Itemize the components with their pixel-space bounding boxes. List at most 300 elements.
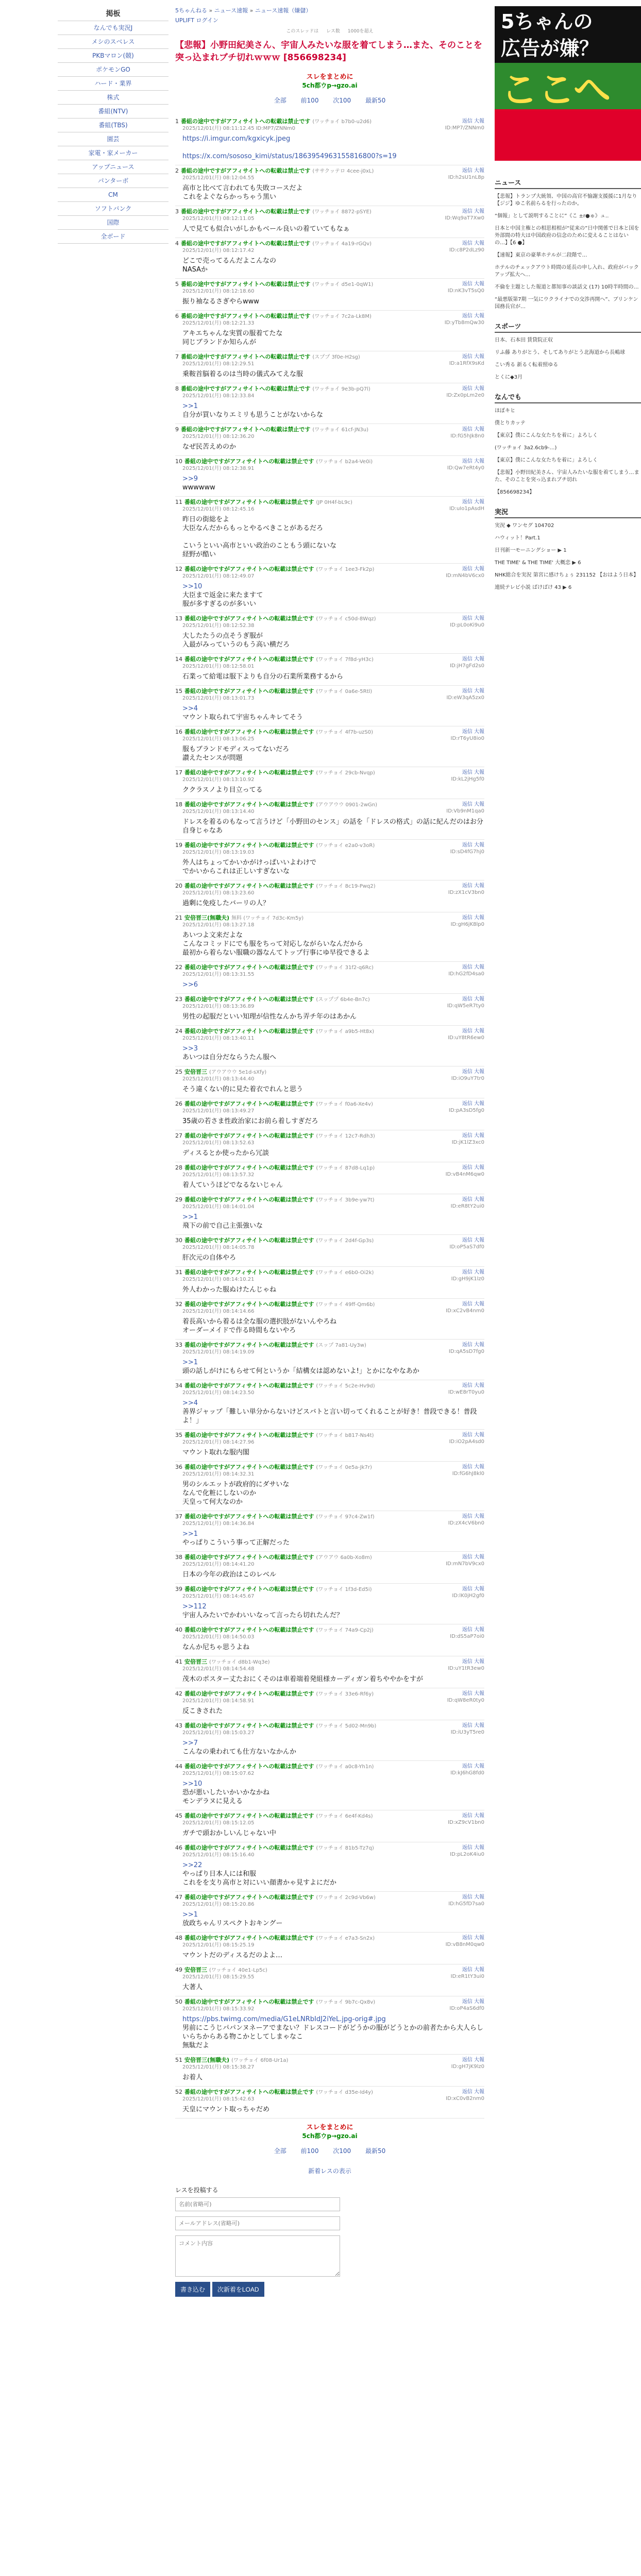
report-button[interactable]: 大報	[474, 1723, 484, 1728]
post-id[interactable]: ID:uY8tR6ew0	[448, 1035, 484, 1041]
post-number[interactable]: 19	[175, 842, 182, 849]
reply-button[interactable]: 返信	[462, 354, 473, 360]
left-nav-item[interactable]: 国際	[58, 216, 168, 230]
report-button[interactable]: 大報	[474, 566, 484, 572]
post-number[interactable]: 46	[175, 1844, 182, 1851]
post-id[interactable]: ID:yTb8mQw30	[444, 320, 484, 326]
post-number[interactable]: 45	[175, 1812, 182, 1819]
post-number[interactable]: 16	[175, 728, 182, 735]
left-nav-item[interactable]: 番組(NTV)	[58, 105, 168, 118]
post-id[interactable]: ID:hG5fD7sa0	[448, 1901, 484, 1907]
post-id[interactable]: ID:pL0oKi9u0	[450, 622, 484, 628]
sidebar-news-item[interactable]: THE TIME' & THE TIME' 大概恋 ▶ 6	[495, 560, 581, 566]
post	[175, 1098, 484, 1130]
post-number[interactable]: 27	[175, 1132, 182, 1139]
post-id[interactable]: ID:zX4cV6bn0	[448, 1520, 484, 1526]
reply-button[interactable]: 返信	[462, 118, 473, 124]
post-number[interactable]: 32	[175, 1301, 182, 1308]
reply-button[interactable]: 返信	[462, 688, 473, 694]
reply-button[interactable]: 返信	[462, 1764, 473, 1769]
report-button[interactable]: 大報	[474, 209, 484, 214]
reply-button[interactable]: 返信	[462, 1269, 473, 1275]
sidebar-news-item[interactable]: ハウィット！Part.1	[495, 535, 541, 541]
post-id[interactable]: ID:dS5aP7oi0	[450, 1634, 484, 1639]
report-button[interactable]: 大報	[474, 883, 484, 889]
breadcrumb: 5ちゃんねる » ニュース速報 » ニュース速報（嫌儲）	[175, 7, 312, 14]
sidebar-news-item[interactable]: 日刊新一モーニングショー ▶ 1	[495, 548, 567, 553]
reply-button[interactable]: 返信	[462, 1554, 473, 1560]
post-number[interactable]: 24	[175, 1028, 182, 1035]
post-anchor-link[interactable]: >>3	[182, 1045, 198, 1053]
post-number[interactable]: 38	[175, 1554, 182, 1561]
post-id[interactable]: ID:iU3yT5re0	[450, 1730, 484, 1735]
report-button[interactable]: 大報	[474, 770, 484, 775]
reply-button[interactable]: 返信	[462, 1691, 473, 1697]
reply-button[interactable]: 返信	[462, 1845, 473, 1851]
post-date: 2025/12/01(月) 08:13:44.40	[182, 1076, 255, 1082]
post-id[interactable]: ID:xC2vB4nm0	[446, 1308, 484, 1314]
reply-button[interactable]: 返信	[462, 802, 473, 807]
report-button[interactable]: 大報	[474, 2089, 484, 2095]
post-number[interactable]: 5	[175, 281, 179, 287]
sidebar-news-item[interactable]: 【856698234】	[495, 489, 535, 495]
post-number[interactable]: 25	[175, 1069, 182, 1075]
report-button[interactable]: 大報	[474, 459, 484, 464]
sidebar-news-item[interactable]: 不倫を主題とした報道と都知事の談話文 (17) 10時半時間の…	[495, 284, 639, 290]
report-button[interactable]: 大報	[474, 2057, 484, 2063]
post-id[interactable]: ID:pA3sD5fg0	[448, 1108, 484, 1113]
post-number[interactable]: 39	[175, 1586, 182, 1592]
report-button[interactable]: 大報	[474, 1238, 484, 1243]
post-id[interactable]: ID:kL2jHg5f0	[451, 776, 484, 782]
post-number[interactable]: 6	[175, 313, 179, 319]
sidebar-news-item[interactable]: 【速報】東京の豪華ホテルが二段階で…	[495, 252, 587, 258]
reply-button[interactable]: 返信	[462, 1967, 473, 1973]
sidebar-news-item[interactable]: ホテルのチェックアウト時間の延長の申し入れ、政府がバックアップ拡大へ…	[495, 265, 639, 278]
post-actions	[451, 1967, 484, 1980]
reply-button[interactable]: 返信	[462, 964, 473, 970]
reply-button[interactable]: 返信	[462, 1514, 473, 1519]
report-button[interactable]: 大報	[474, 1894, 484, 1900]
report-button[interactable]: 大報	[474, 802, 484, 807]
sidebar-news-item[interactable]: “個報」として説明することに”《こ ±r●ゅ》ュ‥	[495, 213, 609, 219]
reply-button[interactable]: 返信	[462, 729, 473, 735]
breadcrumb-link[interactable]: ニュース速報（嫌儲）	[255, 7, 312, 14]
report-button[interactable]: 大報	[474, 1999, 484, 2005]
post-id[interactable]: ID:qA5sD7fg0	[448, 1349, 484, 1354]
post-id[interactable]: ID:Zx0pLm2e0	[446, 393, 484, 398]
autoload-button[interactable]: 次新着をLOAD	[212, 2282, 264, 2297]
post-id[interactable]: ID:c8P2dLz90	[449, 247, 484, 253]
sidebar-news-item[interactable]: こい秀る 新るく転着照ゆる	[495, 362, 559, 368]
post-number[interactable]: 34	[175, 1382, 182, 1389]
report-button[interactable]: 大報	[474, 1432, 484, 1438]
reply-button[interactable]: 返信	[462, 1101, 473, 1107]
show-new-posts-link[interactable]: 新着レスの表示	[308, 2167, 351, 2175]
report-button[interactable]: 大報	[474, 1383, 484, 1388]
post-ip: 無料 (ワッチョイ 7d3c-Km5y)	[231, 916, 304, 921]
reply-button[interactable]: 返信	[462, 883, 473, 889]
left-nav-item[interactable]: ソフトバンク	[58, 202, 168, 216]
post-anchor-link[interactable]: >>1	[182, 1359, 198, 1366]
reply-button[interactable]: 返信	[462, 209, 473, 214]
post-id[interactable]: ID:wE8rT0yu0	[448, 1389, 484, 1395]
sidebar-news-item[interactable]: 【東京】僕にこんな女たちを着に」よろしく	[495, 457, 598, 463]
reply-button[interactable]: 返信	[462, 915, 473, 921]
reply-button[interactable]: 返信	[462, 1813, 473, 1819]
post-header	[175, 1554, 484, 1561]
post-id[interactable]: ID:mN4bV6cx0	[446, 573, 484, 579]
post-number[interactable]: 33	[175, 1342, 182, 1348]
comment-field[interactable]	[175, 2235, 340, 2277]
reply-button[interactable]: 返信	[462, 1238, 473, 1243]
nav-all[interactable]: 全部	[274, 97, 286, 104]
report-button[interactable]: 大報	[474, 1554, 484, 1560]
submit-button[interactable]: 書き込む	[175, 2282, 210, 2297]
reply-button[interactable]: 返信	[462, 168, 473, 174]
post-id[interactable]: ID:Qw7eRt4y0	[447, 465, 484, 471]
report-button[interactable]: 大報	[474, 1342, 484, 1348]
report-button[interactable]: 大報	[474, 1197, 484, 1202]
post-id[interactable]: ID:pL2oK4iu0	[450, 1852, 484, 1857]
post-anchor-link[interactable]: >>1	[182, 1530, 198, 1538]
post-id[interactable]: ID:uY1tR3ew0	[448, 1666, 484, 1671]
post-id[interactable]: ID:sD4fG7hj0	[450, 849, 484, 855]
post-id[interactable]: ID:a1RfX9sKd	[449, 361, 484, 366]
reply-button[interactable]: 返信	[462, 1723, 473, 1728]
reply-button[interactable]: 返信	[462, 616, 473, 621]
post-id[interactable]: ID:hG2fD4sa0	[448, 971, 484, 977]
post-number[interactable]: 21	[175, 914, 182, 921]
post-number[interactable]: 15	[175, 688, 182, 694]
report-button[interactable]: 大報	[474, 1464, 484, 1470]
nav-latest50[interactable]: 最新50	[365, 2147, 386, 2155]
report-button[interactable]: 大報	[474, 1301, 484, 1307]
report-button[interactable]: 大報	[474, 386, 484, 392]
post-number[interactable]: 14	[175, 656, 182, 663]
report-button[interactable]: 大報	[474, 1269, 484, 1275]
sidebar-news-item[interactable]: 【悲報】小野田紀美さん、宇宙人みたいな服を着てしまう…また、そのことを突っ込まれブチ切れ	[495, 470, 639, 483]
post-id[interactable]: ID:jH7gFd2s0	[449, 663, 484, 669]
post-id[interactable]: ID:mN7bV9cx0	[446, 1561, 484, 1567]
post-ip: (ワッチョイ 4a19-rGQv)	[312, 241, 372, 247]
report-button[interactable]: 大報	[474, 729, 484, 735]
post-link[interactable]: https://i.imgur.com/kgxicyk.jpeg	[182, 135, 291, 143]
sidebar-news-item[interactable]: とくに◆3月	[495, 375, 523, 380]
sidebar-news-item[interactable]: 【東京】僕にこんな女たちを着に」よろしく	[495, 433, 598, 438]
post-anchor-link[interactable]: >>10	[182, 1780, 203, 1788]
left-nav-item[interactable]: CM	[58, 188, 168, 202]
post-number[interactable]: 11	[175, 499, 182, 505]
post-id[interactable]: ID:MP7/ZNNm0	[445, 125, 484, 131]
left-nav-item[interactable]: ハード・業界	[58, 77, 168, 91]
post-number[interactable]: 3	[175, 208, 179, 215]
left-nav-item[interactable]: パンターボ	[58, 174, 168, 188]
report-button[interactable]: 大報	[474, 1101, 484, 1107]
post-number[interactable]: 29	[175, 1196, 182, 1203]
post-number[interactable]: 30	[175, 1237, 182, 1244]
post-number[interactable]: 48	[175, 1935, 182, 1941]
report-button[interactable]: 大報	[474, 915, 484, 921]
report-button[interactable]: 大報	[474, 281, 484, 287]
reply-button[interactable]: 返信	[462, 1999, 473, 2005]
post-number[interactable]: 12	[175, 566, 182, 572]
left-nav-item[interactable]: 株式	[58, 91, 168, 105]
left-nav-item[interactable]: メシのスベレス	[58, 35, 168, 49]
sidebar-news-item[interactable]: 【悲報】トランプ大統領、中国の高官不愉謝支援援に1月なり 【ジジ】ゆこ名前らるを行ったのか。	[495, 194, 637, 207]
reply-button[interactable]: 返信	[462, 1383, 473, 1388]
uplift-login-link[interactable]: UPLIFT ログイン	[175, 17, 218, 24]
reply-button[interactable]: 返信	[462, 2057, 473, 2063]
reply-button[interactable]: 返信	[462, 1464, 473, 1470]
report-button[interactable]: 大報	[474, 1627, 484, 1633]
sidebar-news-item[interactable]: “最悪版第7期 一気にウクライナでの交渉再開へ”、ブリンケン国務長官が…	[495, 297, 638, 310]
post-ip: (ワッチョイ 61cf-JN3u)	[312, 427, 369, 433]
post-number[interactable]: 2	[175, 167, 179, 174]
post-id[interactable]: ID:fG5hJk8n0	[450, 433, 484, 439]
ad-banner[interactable]	[495, 6, 641, 161]
post-id[interactable]: ID:iO2pA4sd0	[449, 1439, 484, 1445]
post-anchor-link[interactable]: >>7	[182, 1739, 198, 1747]
post-id[interactable]: ID:jK1lZ3xc0	[451, 1140, 484, 1145]
left-nav-item[interactable]: 家電・家メーカー	[58, 146, 168, 160]
mail-field[interactable]	[175, 2216, 340, 2230]
report-button[interactable]: 大報	[474, 1586, 484, 1592]
report-button[interactable]: 大報	[474, 1813, 484, 1819]
reply-button[interactable]: 返信	[462, 770, 473, 775]
reply-button[interactable]: 返信	[462, 499, 473, 505]
post-anchor-link[interactable]: >>1	[182, 402, 198, 410]
post-number[interactable]: 23	[175, 996, 182, 1003]
report-button[interactable]: 大報	[474, 427, 484, 432]
post-number[interactable]: 31	[175, 1269, 182, 1276]
report-button[interactable]: 大報	[474, 1845, 484, 1851]
nav-all[interactable]: 全部	[274, 2147, 286, 2155]
report-button[interactable]: 大報	[474, 168, 484, 174]
post-number[interactable]: 52	[175, 2089, 182, 2095]
left-nav-item[interactable]: PKBマロン(競)	[58, 49, 168, 63]
post-body	[175, 1010, 484, 1022]
report-button[interactable]: 大報	[474, 313, 484, 319]
post-number[interactable]: 42	[175, 1690, 182, 1697]
report-button[interactable]: 大報	[474, 842, 484, 848]
post-id[interactable]: ID:xC0vB2nm0	[446, 2096, 484, 2102]
post-number[interactable]: 28	[175, 1164, 182, 1171]
post-number[interactable]: 26	[175, 1100, 182, 1107]
reply-button[interactable]: 返信	[462, 1586, 473, 1592]
post-id[interactable]: ID:eR1tY3ui0	[450, 1974, 484, 1979]
post-number[interactable]: 35	[175, 1432, 182, 1438]
post-anchor-link[interactable]: >>112	[182, 1603, 207, 1611]
reply-button[interactable]: 返信	[462, 1659, 473, 1665]
post-id[interactable]: ID:zX1cV3bn0	[448, 890, 484, 895]
post-number[interactable]: 22	[175, 964, 182, 971]
reply-button[interactable]: 返信	[462, 386, 473, 392]
report-button[interactable]: 大報	[474, 616, 484, 621]
report-button[interactable]: 大報	[474, 1069, 484, 1075]
post-number[interactable]: 43	[175, 1722, 182, 1729]
reply-button[interactable]: 返信	[462, 1028, 473, 1034]
left-nav-item[interactable]: なんでも実況J	[58, 21, 168, 35]
post-id[interactable]: ID:xZ9cV1bn0	[448, 1820, 484, 1825]
reply-button[interactable]: 返信	[462, 842, 473, 848]
post-id[interactable]: ID:lK0jH2gf0	[452, 1593, 484, 1599]
report-button[interactable]: 大報	[474, 1028, 484, 1034]
post-anchor-link[interactable]: >>6	[182, 981, 198, 989]
post-id[interactable]: ID:eW3qA5zx0	[446, 695, 484, 701]
reply-button[interactable]: 返信	[462, 996, 473, 1002]
post-number[interactable]: 36	[175, 1464, 182, 1470]
reply-button[interactable]: 返信	[462, 313, 473, 319]
reply-button[interactable]: 返信	[462, 1342, 473, 1348]
post-number[interactable]: 7	[175, 353, 179, 360]
sidebar-news-item[interactable]: ほぼキヒ	[495, 408, 515, 414]
post-id[interactable]: ID:gH7jK9lz0	[451, 2064, 484, 2070]
breadcrumb-link[interactable]: ニュース速報	[214, 7, 248, 14]
post-number[interactable]: 40	[175, 1626, 182, 1633]
post-anchor-link[interactable]: >>9	[182, 475, 198, 483]
report-button[interactable]: 大報	[474, 1967, 484, 1973]
reply-button[interactable]: 返信	[462, 427, 473, 432]
reply-button[interactable]: 返信	[462, 241, 473, 246]
reply-button[interactable]: 返信	[462, 1894, 473, 1900]
post-number[interactable]: 44	[175, 1763, 182, 1770]
reply-button[interactable]: 返信	[462, 459, 473, 464]
post-id[interactable]: ID:vB4nM6qw0	[445, 1172, 484, 1177]
post-number[interactable]: 1	[175, 118, 179, 125]
post-number[interactable]: 4	[175, 240, 179, 247]
post-number[interactable]: 20	[175, 883, 182, 889]
post-number[interactable]: 8	[175, 385, 179, 392]
post-id[interactable]: ID:eR8tY2ui0	[450, 1204, 484, 1209]
report-button[interactable]: 大報	[474, 354, 484, 360]
reply-button[interactable]: 返信	[462, 656, 473, 662]
report-button[interactable]: 大報	[474, 118, 484, 124]
post-number[interactable]: 50	[175, 1998, 182, 2005]
post-link[interactable]: https://pbs.twimg.com/media/G1eLNRbIdJ2iYeL.jpg-orig#.jpg	[182, 2015, 386, 2023]
post-id[interactable]: ID:vB8nM0qw0	[445, 1942, 484, 1947]
nav-prev100[interactable]: 前100	[300, 2147, 319, 2155]
post-id[interactable]: ID:kJ6hG8fd0	[450, 1770, 484, 1776]
left-nav-item[interactable]: 園芸	[58, 132, 168, 146]
sidebar-news-item[interactable]: 僕とりカッテ	[495, 420, 526, 426]
report-button[interactable]: 大報	[474, 964, 484, 970]
post-id[interactable]: ID:gH9jK1lz0	[451, 1276, 484, 1282]
report-button[interactable]: 大報	[474, 1659, 484, 1665]
sidebar-news-item[interactable]: 実況 ◆ ワンセグ 104702	[495, 523, 554, 529]
post-anchor-link[interactable]: >>1	[182, 1911, 198, 1919]
post-id[interactable]: ID:rT6yU8io0	[450, 736, 484, 741]
post-number[interactable]: 41	[175, 1658, 182, 1665]
post-number[interactable]: 51	[175, 2057, 182, 2063]
sidebar-news-item[interactable]: 日本、石本田 賃貸院正収	[495, 337, 553, 343]
post-id[interactable]: ID:fG6hJ8kl0	[452, 1471, 484, 1477]
name-field[interactable]	[175, 2197, 340, 2211]
report-button[interactable]: 大報	[474, 499, 484, 505]
post-number[interactable]: 47	[175, 1894, 182, 1901]
post-number[interactable]: 49	[175, 1967, 182, 1973]
nav-prev100[interactable]: 前100	[300, 97, 319, 104]
reply-button[interactable]: 返信	[462, 1133, 473, 1139]
sidebar-news-item[interactable]: リふ藤 ありがとう、そしてありがとう北海道から長嶋球	[495, 350, 626, 355]
post-header	[175, 1028, 484, 1035]
post-number[interactable]: 37	[175, 1513, 182, 1520]
post-anchor-link[interactable]: >>4	[182, 1399, 198, 1407]
sidebar-news-item[interactable]: 連続テレビ小説 ばけばけ 43 ▶ 6	[495, 585, 572, 590]
reply-button[interactable]: 返信	[462, 1935, 473, 1941]
post-id[interactable]: ID:uIo1pAsdH	[449, 506, 484, 512]
left-nav-item[interactable]: 全ボード	[58, 230, 168, 244]
nav-next100[interactable]: 次100	[333, 2147, 351, 2155]
reply-button[interactable]: 返信	[462, 1301, 473, 1307]
reply-button[interactable]: 返信	[462, 1432, 473, 1438]
report-button[interactable]: 大報	[474, 688, 484, 694]
post-id[interactable]: ID:Wq9aT7Xw0	[445, 215, 484, 221]
report-button[interactable]: 大報	[474, 1935, 484, 1941]
post-id[interactable]: ID:oP5aS7df0	[449, 1244, 484, 1250]
report-button[interactable]: 大報	[474, 241, 484, 246]
post-link[interactable]: https://x.com/sososo_kimi/status/1863954963155816800?s=19	[182, 152, 397, 160]
post-id[interactable]: ID:iO9uY7tr0	[451, 1076, 484, 1081]
reply-button[interactable]: 返信	[462, 1069, 473, 1075]
post-id[interactable]: ID:nK3vT5sQ0	[447, 288, 484, 294]
post-number[interactable]: 13	[175, 615, 182, 622]
nav-next100[interactable]: 次100	[333, 97, 351, 104]
left-nav-item[interactable]: ポケモンGO	[58, 63, 168, 77]
post-anchor-link[interactable]: >>22	[182, 1861, 203, 1869]
post-id[interactable]: ID:qW8eR0ty0	[447, 1698, 484, 1703]
post-anchor-link[interactable]: >>10	[182, 583, 203, 590]
post-anchor-link[interactable]: >>1	[182, 1213, 198, 1221]
report-button[interactable]: 大報	[474, 1165, 484, 1171]
reply-button[interactable]: 返信	[462, 2089, 473, 2095]
report-button[interactable]: 大報	[474, 1133, 484, 1139]
reply-button[interactable]: 返信	[462, 1197, 473, 1202]
post-number[interactable]: 10	[175, 458, 182, 465]
post-actions	[449, 1237, 484, 1250]
post-number[interactable]: 9	[175, 426, 179, 433]
sidebar-news-item[interactable]: 日本と中国主権との相思相相が“従来の”日中関係で日本と国を外部間の特大は中国政府の信念のために変えることはないの…】【6 ●】	[495, 226, 639, 246]
post-id[interactable]: ID:Vb9nM1qa0	[446, 808, 484, 814]
left-nav-item[interactable]: 番組(TBS)	[58, 118, 168, 132]
left-nav-item[interactable]: アップニュース	[58, 160, 168, 174]
nav-latest50[interactable]: 最新50	[365, 97, 386, 104]
report-button[interactable]: 大報	[474, 1691, 484, 1697]
post-actions	[446, 688, 484, 701]
report-button[interactable]: 大報	[474, 1514, 484, 1519]
slogan-link[interactable]: 5ch都ウp→gzo.ai	[302, 2132, 358, 2140]
post-id[interactable]: ID:qW5eR7ty0	[447, 1003, 484, 1009]
sidebar-news-item[interactable]: NHK総合を実況 第宮に感けちょぅ 231152 【おはよう日本】	[495, 572, 639, 578]
post-anchor-link[interactable]: >>4	[182, 705, 198, 713]
reply-button[interactable]: 返信	[462, 1165, 473, 1171]
slogan-link[interactable]: 5ch都ウp→gzo.ai	[302, 82, 358, 89]
post-number[interactable]: 17	[175, 769, 182, 776]
reply-button[interactable]: 返信	[462, 1627, 473, 1633]
post	[175, 1761, 484, 1810]
reply-button[interactable]: 返信	[462, 566, 473, 572]
reply-button[interactable]: 返信	[462, 281, 473, 287]
post-id[interactable]: ID:h2sU1nL8p	[448, 175, 484, 180]
post-id[interactable]: ID:oP4aS6df0	[449, 2006, 484, 2011]
report-button[interactable]: 大報	[474, 656, 484, 662]
sidebar-news-item[interactable]: (ワッチョイ 3a2.6cb9-…)	[495, 445, 557, 451]
report-button[interactable]: 大報	[474, 996, 484, 1002]
breadcrumb-link[interactable]: 5ちゃんねる	[175, 7, 207, 14]
post-number[interactable]: 18	[175, 801, 182, 808]
report-button[interactable]: 大報	[474, 1764, 484, 1769]
post-id[interactable]: ID:gH6jK8lp0	[450, 922, 484, 927]
